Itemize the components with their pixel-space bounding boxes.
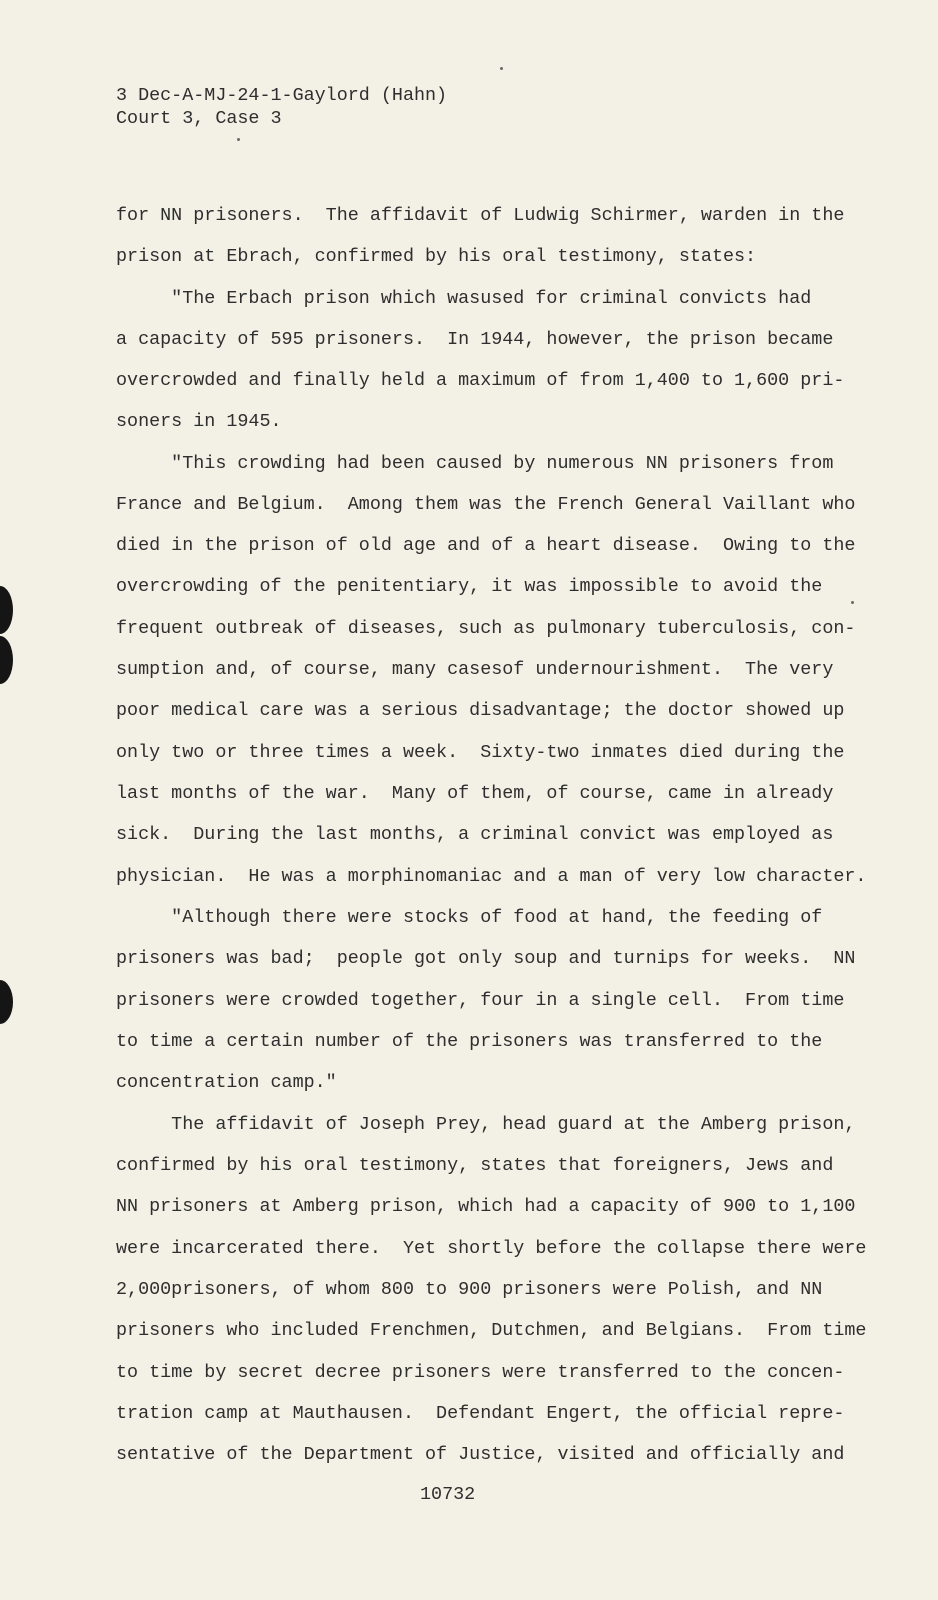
body-line: were incarcerated there. Yet shortly before the collapse there were	[116, 1238, 867, 1259]
body-line: frequent outbreak of diseases, such as pulmonary tuberculosis, con-	[116, 618, 856, 639]
paper-speck	[237, 138, 240, 141]
header-court-case: Court 3, Case 3	[116, 108, 282, 129]
body-line: overcrowding of the penitentiary, it was impossible to avoid the	[116, 576, 823, 597]
paper-speck	[500, 67, 503, 70]
document-header	[116, 84, 447, 130]
body-line: NN prisoners at Amberg prison, which had a capacity of 900 to 1,100	[116, 1196, 856, 1217]
body-line: concentration camp."	[116, 1072, 337, 1093]
body-line: "This crowding had been caused by numerous NN prisoners from	[116, 453, 834, 474]
body-line: prisoners who included Frenchmen, Dutchmen, and Belgians. From time	[116, 1320, 867, 1341]
body-line: France and Belgium. Among them was the French General Vaillant who	[116, 494, 856, 515]
body-line: "Although there were stocks of food at hand, the feeding of	[116, 907, 823, 928]
header-case-reference: 3 Dec-A-MJ-24-1-Gaylord (Hahn)	[116, 85, 448, 106]
body-line: only two or three times a week. Sixty-two inmates died during the	[116, 742, 845, 763]
body-line: sentative of the Department of Justice, visited and officially and	[116, 1444, 845, 1465]
body-line: died in the prison of old age and of a heart disease. Owing to the	[116, 535, 856, 556]
page-number: 10732	[420, 1484, 476, 1505]
body-line: 2,000prisoners, of whom 800 to 900 prisoners were Polish, and NN	[116, 1279, 823, 1300]
body-line: The affidavit of Joseph Prey, head guard at the Amberg prison,	[116, 1114, 856, 1135]
body-line: tration camp at Mauthausen. Defendant Engert, the official repre-	[116, 1403, 845, 1424]
paper-speck	[851, 601, 854, 604]
punch-hole-mark	[0, 586, 13, 634]
body-line: sick. During the last months, a criminal convict was employed as	[116, 824, 834, 845]
body-line: last months of the war. Many of them, of course, came in already	[116, 783, 834, 804]
body-line: poor medical care was a serious disadvantage; the doctor showed up	[116, 700, 845, 721]
body-line: to time by secret decree prisoners were transferred to the concen-	[116, 1362, 845, 1383]
body-line: confirmed by his oral testimony, states that foreigners, Jews and	[116, 1155, 834, 1176]
body-line: physician. He was a morphinomaniac and a man of very low character.	[116, 866, 867, 887]
body-line: soners in 1945.	[116, 411, 282, 432]
body-line: prison at Ebrach, confirmed by his oral testimony, states:	[116, 246, 757, 267]
body-line: overcrowded and finally held a maximum of from 1,400 to 1,600 pri-	[116, 370, 845, 391]
punch-hole-mark	[0, 980, 13, 1024]
body-line: sumption and, of course, many casesof undernourishment. The very	[116, 659, 834, 680]
body-line: to time a certain number of the prisoners was transferred to the	[116, 1031, 823, 1052]
body-line: a capacity of 595 prisoners. In 1944, however, the prison became	[116, 329, 834, 350]
punch-hole-mark	[0, 636, 13, 684]
body-line: prisoners were crowded together, four in a single cell. From time	[116, 990, 845, 1011]
body-line: prisoners was bad; people got only soup and turnips for weeks. NN	[116, 948, 856, 969]
body-line: for NN prisoners. The affidavit of Ludwig Schirmer, warden in the	[116, 205, 845, 226]
body-line: "The Erbach prison which wasused for criminal convicts had	[116, 288, 812, 309]
